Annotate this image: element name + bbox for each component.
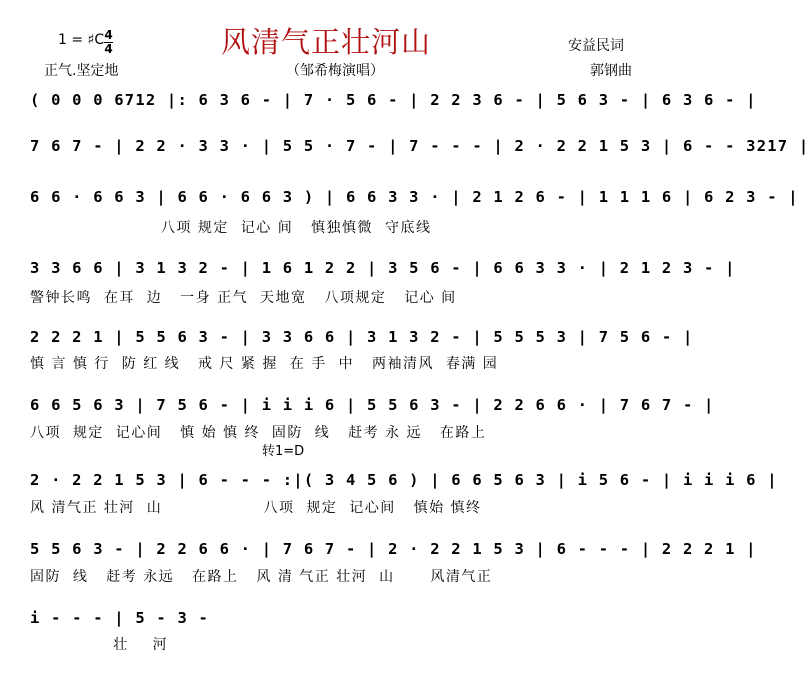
lyrics-line-8: 固防 线 赶考 永远 在路上 风 清 气正 壮河 山 风清气正: [30, 569, 493, 585]
singer-credit: （邹希梅演唱）: [286, 63, 384, 79]
lyrics-line-9: 壮 河: [30, 637, 169, 653]
notation-line-5: 2 2 2 1 | 5 5 6 3 - | 3 3 6 6 | 3 1 3 2 - | 5 5 5 3 | 7 5 6 - |: [30, 328, 694, 346]
notation-line-3: 6 6 · 6 6 3 | 6 6 · 6 6 3 ) | 6 6 3 3 · | 2 1 2 6 - | 1 1 1 6 | 6 2 3 - |: [30, 188, 799, 206]
lyrics-line-3: 八项 规定 记心 间 慎独慎微 守底线: [30, 220, 432, 236]
key-signature: 1 = ♯C: [58, 32, 105, 48]
time-signature-bottom: 4: [104, 42, 113, 56]
tempo-marking: 正气.坚定地: [44, 63, 119, 79]
notation-line-2: 7 6 7 - | 2 2 · 3 3 · | 5 5 · 7 - | 7 - - - | 2 · 2 2 1 5 3 | 6 - - 3217 |: [30, 137, 809, 155]
time-signature: [104, 30, 113, 55]
notation-line-1: ( 0 0 0 6712 |: 6 3 6 - | 7 · 5 6 - | 2 2 3 6 - | 5 6 3 - | 6 3 6 - |: [30, 91, 757, 109]
modulation-marking: 转1=D: [262, 444, 305, 459]
time-signature-top: 4: [104, 28, 113, 42]
notation-line-9: i - - - | 5 - 3 -: [30, 609, 220, 627]
composer-credit: 郭钢曲: [590, 63, 632, 79]
notation-line-6: 6 6 5 6 3 | 7 5 6 - | i i i 6 | 5 5 6 3 - | 2 2 6 6 · | 7 6 7 - |: [30, 396, 715, 414]
lyricist-credit: 安益民词: [568, 38, 624, 54]
lyrics-line-6: 八项 规定 记心间 慎 始 慎 终 固防 线 赶考 永 远 在路上: [30, 425, 487, 441]
lyrics-line-5: 慎 言 慎 行 防 红 线 戒 尺 紧 握 在 手 中 两袖清风 春满 园: [30, 356, 499, 372]
song-title: 风清气正壮河山: [221, 25, 432, 59]
notation-line-7: 2 · 2 2 1 5 3 | 6 - - - :|( 3 4 5 6 ) | 6 6 5 6 3 | i 5 6 - | i i i 6 |: [30, 471, 778, 489]
notation-line-8: 5 5 6 3 - | 2 2 6 6 · | 7 6 7 - | 2 · 2 2 1 5 3 | 6 - - - | 2 2 2 1 |: [30, 540, 757, 558]
lyrics-line-4: 警钟长鸣 在耳 边 一身 正气 天地宽 八项规定 记心 间: [30, 290, 457, 306]
lyrics-line-7: 风 清气正 壮河 山 八项 规定 记心间 慎始 慎终: [30, 500, 482, 516]
notation-line-4: 3 3 6 6 | 3 1 3 2 - | 1 6 1 2 2 | 3 5 6 - | 6 6 3 3 · | 2 1 2 3 - |: [30, 259, 736, 277]
